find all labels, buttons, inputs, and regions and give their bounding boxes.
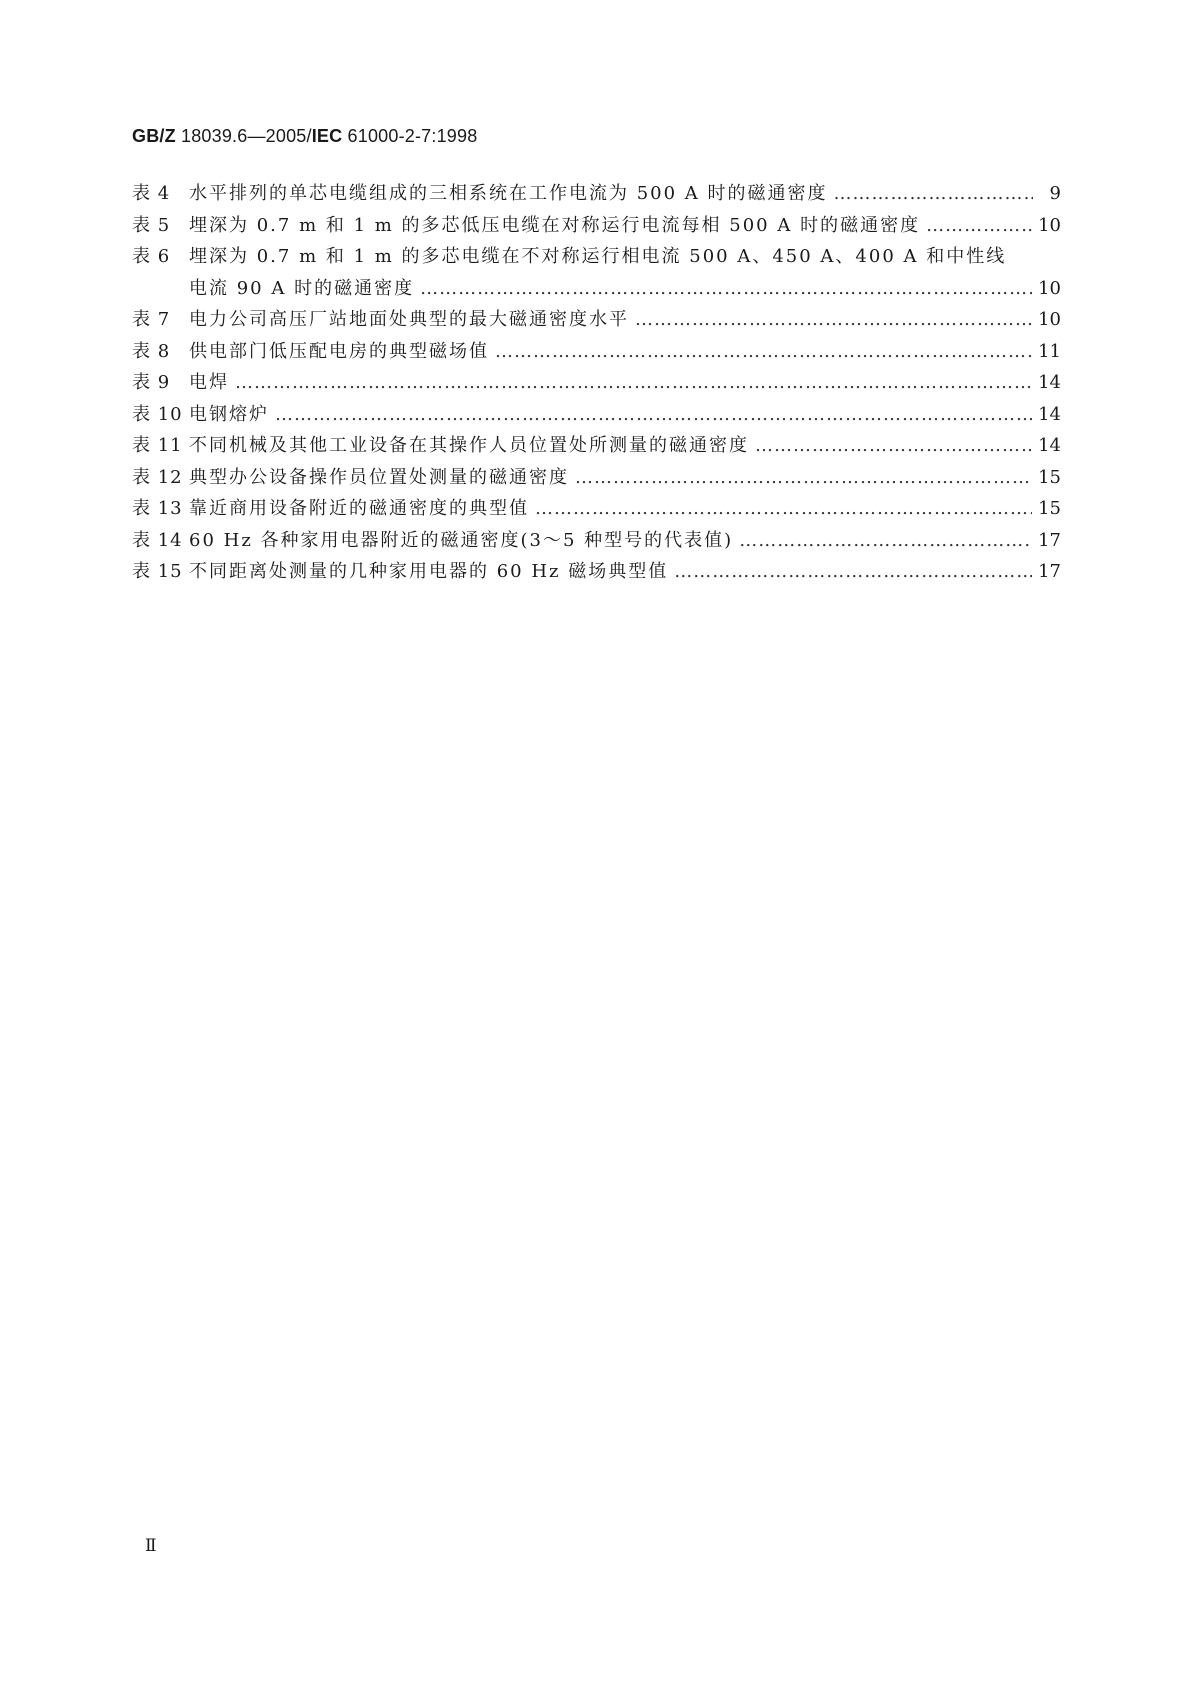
toc-page-number: 14 [1038, 435, 1061, 456]
toc-label: 表 14 [132, 529, 183, 551]
toc-label: 表 13 [132, 498, 183, 519]
dot-leader [635, 304, 1032, 336]
dot-leader [739, 525, 1032, 557]
toc-entry-table-8[interactable] [132, 336, 1061, 368]
dot-leader [275, 399, 1032, 431]
toc-title-continued: 电流 90 A 时的磁通密度 [189, 277, 415, 299]
toc-label: 表 6 [132, 246, 171, 267]
toc-label: 表 4 [132, 183, 171, 204]
toc-page-number: 17 [1038, 561, 1061, 582]
toc-entry-table-5[interactable] [132, 210, 1061, 242]
toc-page-number: 17 [1038, 529, 1061, 551]
toc-title: 埋深为 0.7 m 和 1 m 的多芯电缆在不对称运行相电流 500 A、450 A、400 A 和中性线 [189, 246, 1007, 267]
dot-leader [535, 493, 1032, 525]
toc-entry-table-6-continued[interactable] [132, 273, 1061, 305]
toc-entry-table-10[interactable] [132, 399, 1061, 431]
toc-title: 埋深为 0.7 m 和 1 m 的多芯低压电缆在对称运行电流每相 500 A 时的磁通密度 [189, 214, 921, 236]
standard-number: 18039.6—2005/ [181, 126, 312, 146]
toc-title: 供电部门低压配电房的典型磁场值 [189, 340, 489, 362]
iec-number: 61000-2-7:1998 [347, 126, 478, 146]
toc-label: 表 7 [132, 309, 171, 330]
dot-leader [834, 178, 1033, 210]
table-of-contents [132, 178, 1061, 588]
toc-entry-table-7[interactable] [132, 304, 1061, 336]
toc-entry-table-11[interactable] [132, 430, 1061, 462]
toc-label: 表 12 [132, 466, 183, 488]
toc-label: 表 15 [132, 561, 183, 582]
toc-page-number: 15 [1038, 466, 1061, 488]
toc-title: 电力公司高压厂站地面处典型的最大磁通密度水平 [189, 309, 629, 330]
toc-title: 典型办公设备操作员位置处测量的磁通密度 [189, 466, 569, 488]
dot-leader [575, 462, 1032, 494]
toc-title: 60 Hz 各种家用电器附近的磁通密度(3～5 种型号的代表值) [189, 529, 734, 551]
toc-page-number: 10 [1038, 277, 1061, 299]
toc-label: 表 11 [132, 435, 183, 456]
toc-title: 电钢熔炉 [189, 403, 269, 425]
toc-entry-table-13[interactable] [132, 493, 1061, 525]
toc-entry-table-6[interactable] [132, 241, 1061, 273]
toc-label: 表 9 [132, 372, 171, 393]
toc-label: 表 10 [132, 403, 183, 425]
toc-title: 水平排列的单芯电缆组成的三相系统在工作电流为 500 A 时的磁通密度 [189, 183, 828, 204]
toc-entry-table-12[interactable] [132, 462, 1061, 494]
toc-entry-table-15[interactable] [132, 556, 1061, 588]
dot-leader [926, 210, 1032, 242]
toc-page-number: 14 [1038, 403, 1061, 425]
toc-page-number: 10 [1038, 309, 1061, 330]
document-header [132, 126, 477, 147]
toc-page-number: 10 [1038, 214, 1061, 236]
toc-page-number: 11 [1038, 340, 1061, 362]
toc-title: 不同距离处测量的几种家用电器的 60 Hz 磁场典型值 [189, 561, 669, 582]
dot-leader [674, 556, 1032, 588]
toc-page-number: 14 [1038, 372, 1061, 393]
dot-leader [420, 273, 1032, 305]
dot-leader [495, 336, 1032, 368]
dot-leader [235, 367, 1032, 399]
toc-page-number: 15 [1038, 498, 1061, 519]
toc-entry-table-9[interactable] [132, 367, 1061, 399]
dot-leader [755, 430, 1032, 462]
toc-label: 表 8 [132, 340, 171, 362]
toc-title: 不同机械及其他工业设备在其操作人员位置处所测量的磁通密度 [189, 435, 749, 456]
toc-entry-table-4[interactable] [132, 178, 1061, 210]
page-folio: Ⅱ [145, 1536, 157, 1556]
toc-label: 表 5 [132, 214, 171, 236]
iec-prefix: IEC [311, 126, 343, 146]
toc-page-number: 9 [1049, 183, 1061, 204]
toc-title: 靠近商用设备附近的磁通密度的典型值 [189, 498, 529, 519]
toc-title: 电焊 [189, 372, 229, 393]
standard-prefix: GB/Z [132, 126, 176, 146]
toc-entry-table-14[interactable] [132, 525, 1061, 557]
